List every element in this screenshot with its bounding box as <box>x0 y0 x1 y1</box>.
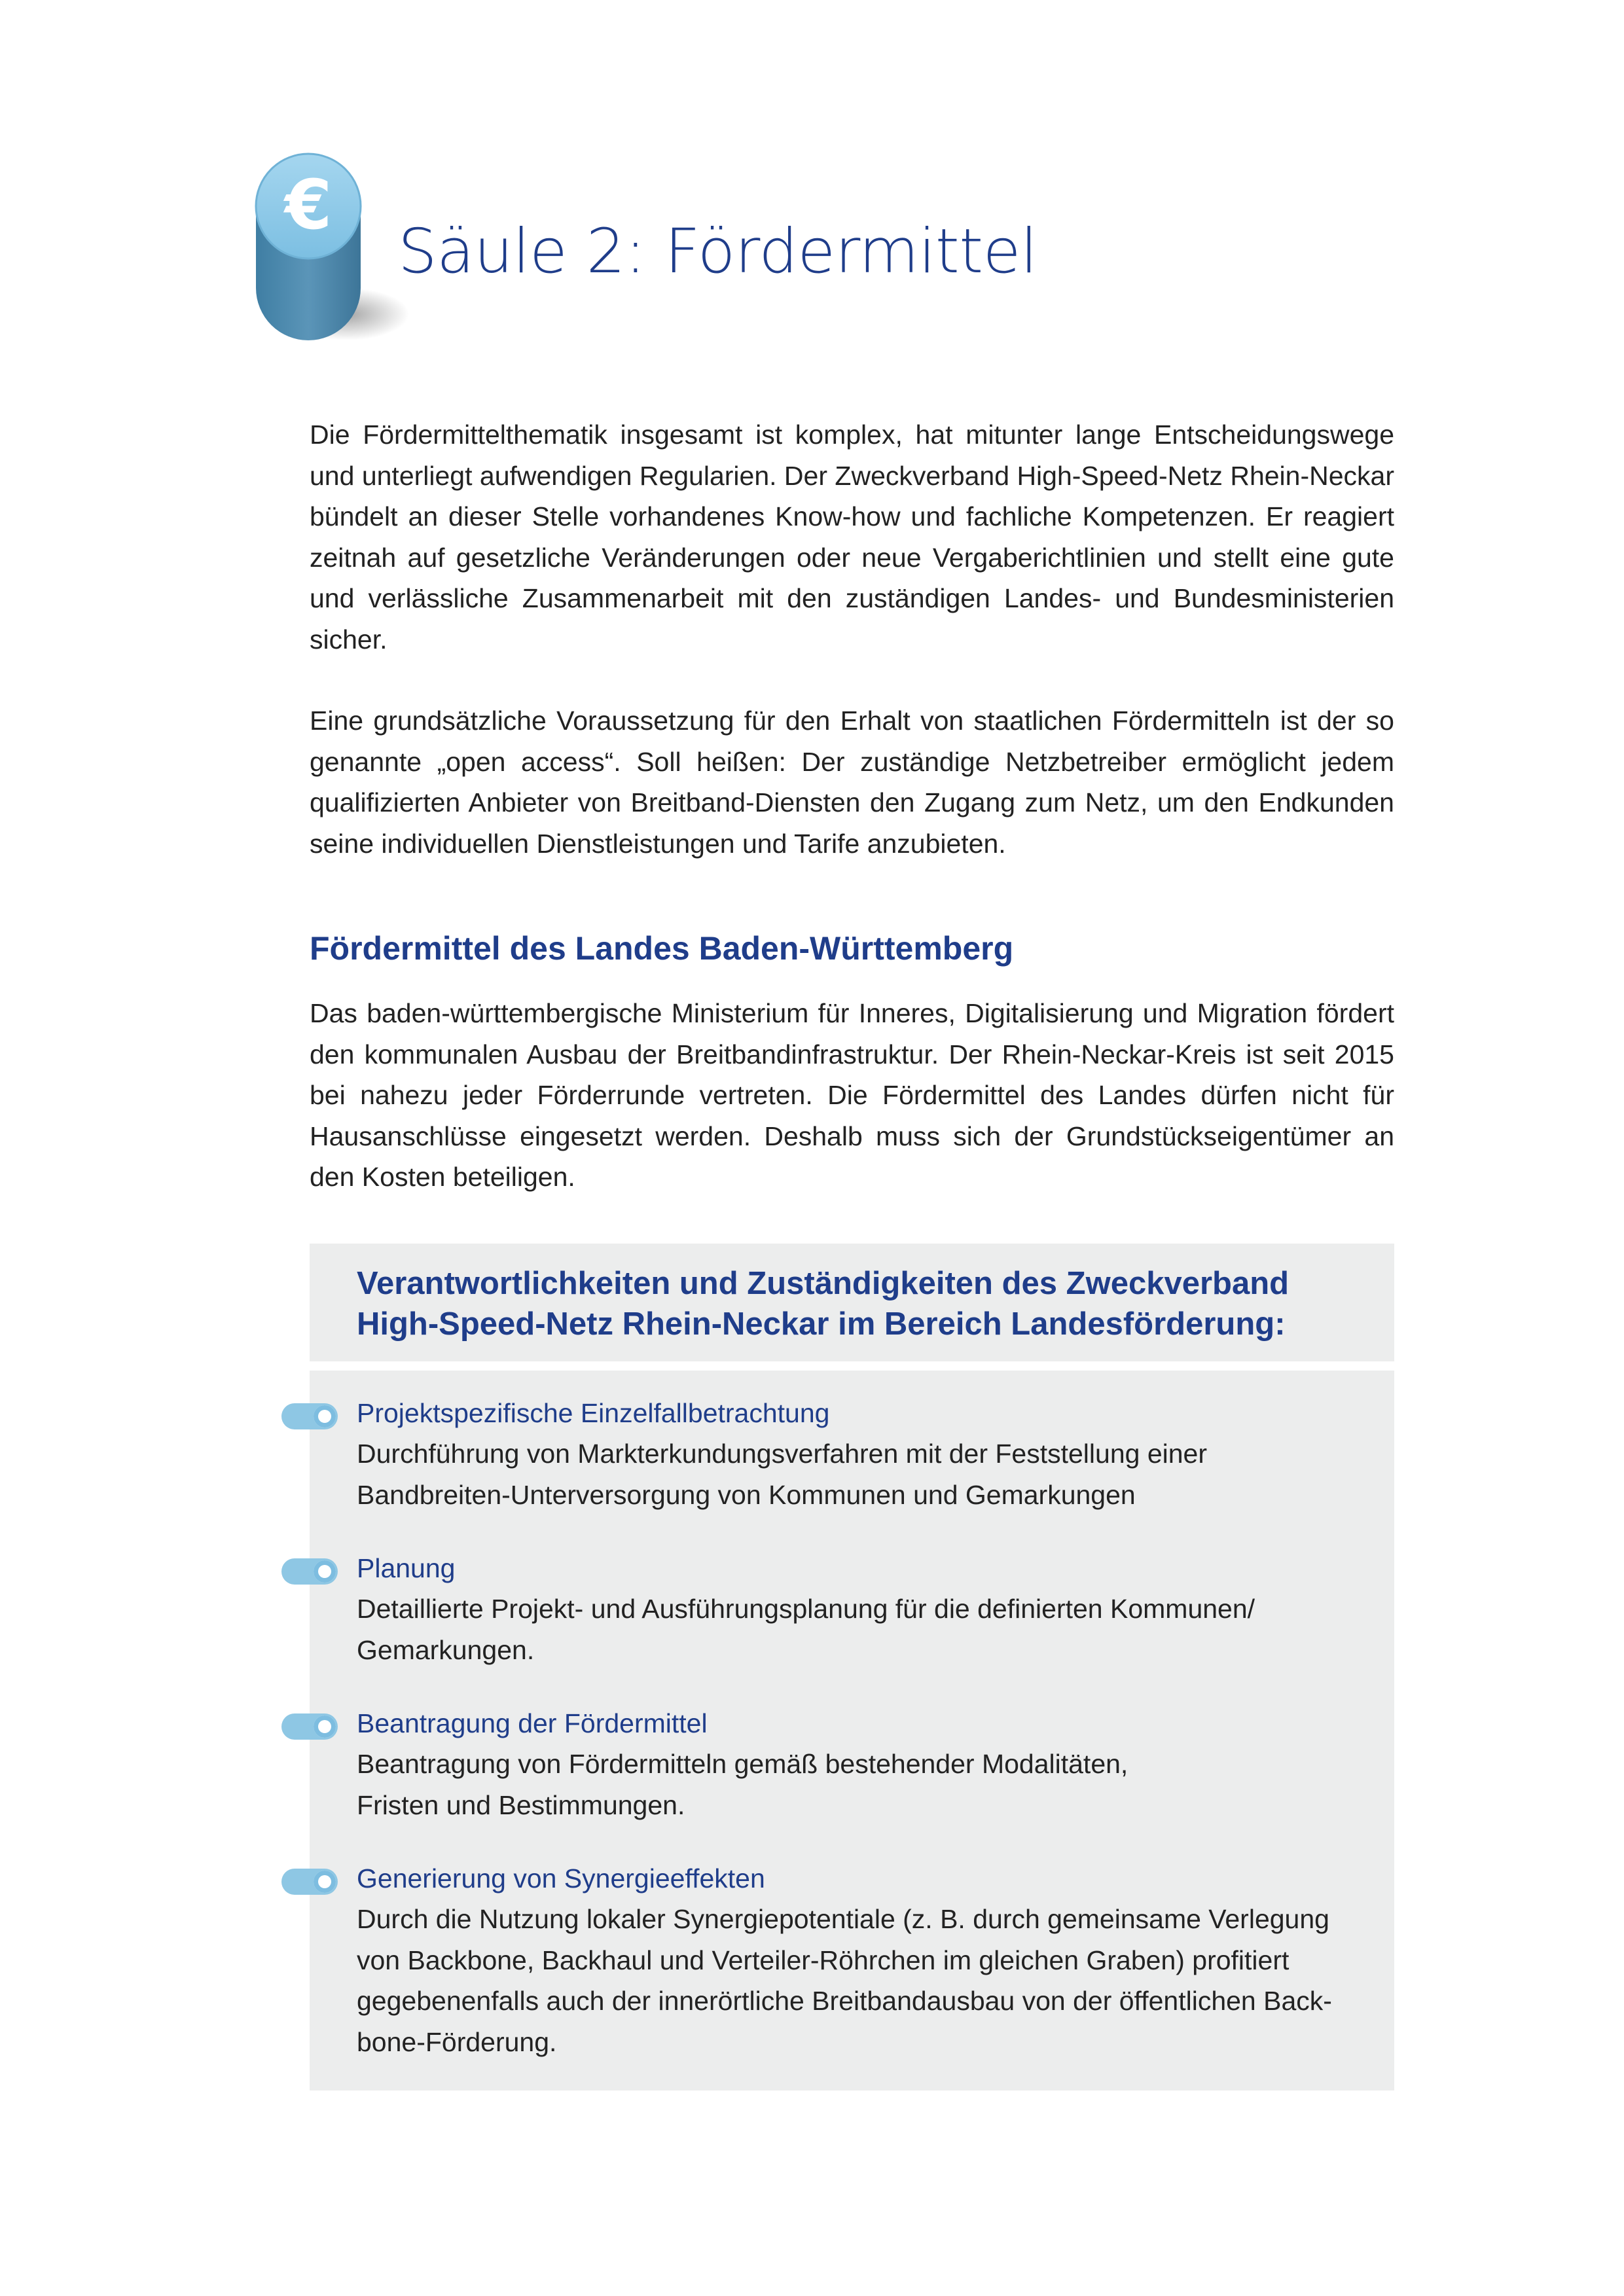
item-text-line: bone-Förderung. <box>357 2026 557 2057</box>
item-text-line: Bandbreiten-Unterversorgung von Kommunen und Gemarkungen <box>357 1479 1136 1510</box>
item-text <box>357 1588 1378 1670</box>
toggle-knob <box>314 1715 336 1738</box>
item-text-line: gegebenenfalls auch der innerörtliche Breitbandausbau von der öffentlichen Back- <box>357 1986 1332 2016</box>
toggle-bullet-icon <box>281 1869 338 1895</box>
responsibilities-title <box>357 1263 1289 1344</box>
list-item <box>357 1703 1378 1825</box>
item-title: Generierung von Synergieeffekten <box>357 1863 765 1893</box>
euro-coin-icon <box>252 147 409 370</box>
intro-paragraph-2: Eine grundsätzliche Voraussetzung für den Erhalt von staatlichen Fördermitteln ist der so genannte „open access“. Soll heißen: Der zuständige Netzbetreiber ermöglicht jedem qualifizierten Anbieter von Breitband-Diensten den Zugang zum Netz, um den Endkunden seine individuellen Dienstleistungen und Tarife anzubieten. <box>310 706 1394 859</box>
item-text <box>357 1744 1378 1825</box>
list-item <box>357 1548 1378 1670</box>
list-item <box>357 1393 1378 1515</box>
responsibilities-box-header <box>310 1244 1394 1361</box>
list-item <box>357 1858 1378 2062</box>
item-title: Beantragung der Fördermittel <box>357 1708 708 1738</box>
item-text-line: Gemarkungen. <box>357 1634 535 1665</box>
responsibilities-box-body <box>310 1371 1394 2090</box>
responsibilities-title-line-1: Verantwortlichkeiten und Zuständigkeiten des Zweckverband <box>357 1266 1290 1301</box>
section-heading: Fördermittel des Landes Baden-Württemberg <box>310 930 1014 967</box>
toggle-bullet-icon <box>281 1713 338 1740</box>
item-text-line: Detaillierte Projekt- und Ausführungsplanung für die definierten Kommunen/ <box>357 1594 1255 1624</box>
item-text-line: von Backbone, Backhaul und Verteiler-Röhrchen im gleichen Graben) profitiert <box>357 1945 1290 1975</box>
item-title: Planung <box>357 1553 456 1583</box>
toggle-bullet-icon <box>281 1558 338 1585</box>
section-paragraph: Das baden-württembergische Ministerium für Inneres, Digitalisierung und Migration fördert den kommunalen Ausbau der Breitbandinfrastruktur. Der Rhein-Neckar-Kreis ist seit 2015 bei nahezu jeder Förderrunde vertreten. Die Fördermittel des Landes dürfen nicht für Hausanschlüsse eingesetzt werden. Deshalb muss sich der Grundstückseigentümer an den Kosten beteiligen. <box>310 998 1394 1192</box>
page-title: Säule 2: Fördermittel <box>398 216 1038 287</box>
toggle-bullet-icon <box>281 1403 338 1429</box>
intro-paragraph-1: Die Fördermittelthematik insgesamt ist komplex, hat mitunter lange Entscheidungswege und unterliegt aufwendigen Regularien. Der Zweckverband High-Speed-Netz Rhein-Neckar bündelt an dieser Stelle vorhandenes Know-how und fachliche Kompetenzen. Er reagiert zeitnah auf gesetzliche Veränderungen oder neue Vergaberichtlinien und stellt eine gute und verlässliche Zusammenarbeit mit den zuständigen Landes- und Bundesministerien sicher. <box>310 420 1394 655</box>
toggle-knob <box>314 1560 336 1583</box>
item-text-line: Fristen und Bestimmungen. <box>357 1789 685 1820</box>
item-text-line: Durchführung von Markterkundungsverfahren mit der Feststellung einer <box>357 1439 1207 1469</box>
toggle-knob <box>314 1405 336 1427</box>
item-text <box>357 1433 1378 1515</box>
euro-symbol: € <box>284 165 333 245</box>
item-title: Projektspezifische Einzelfallbetrachtung <box>357 1398 830 1428</box>
item-text <box>357 1899 1378 2062</box>
item-text-line: Beantragung von Fördermitteln gemäß bestehender Modalitäten, <box>357 1749 1128 1779</box>
item-text-line: Durch die Nutzung lokaler Synergiepotentiale (z. B. durch gemeinsame Verlegung <box>357 1904 1329 1934</box>
toggle-knob <box>314 1871 336 1893</box>
responsibilities-title-line-2: High-Speed-Netz Rhein-Neckar im Bereich Landesförderung: <box>357 1306 1286 1342</box>
